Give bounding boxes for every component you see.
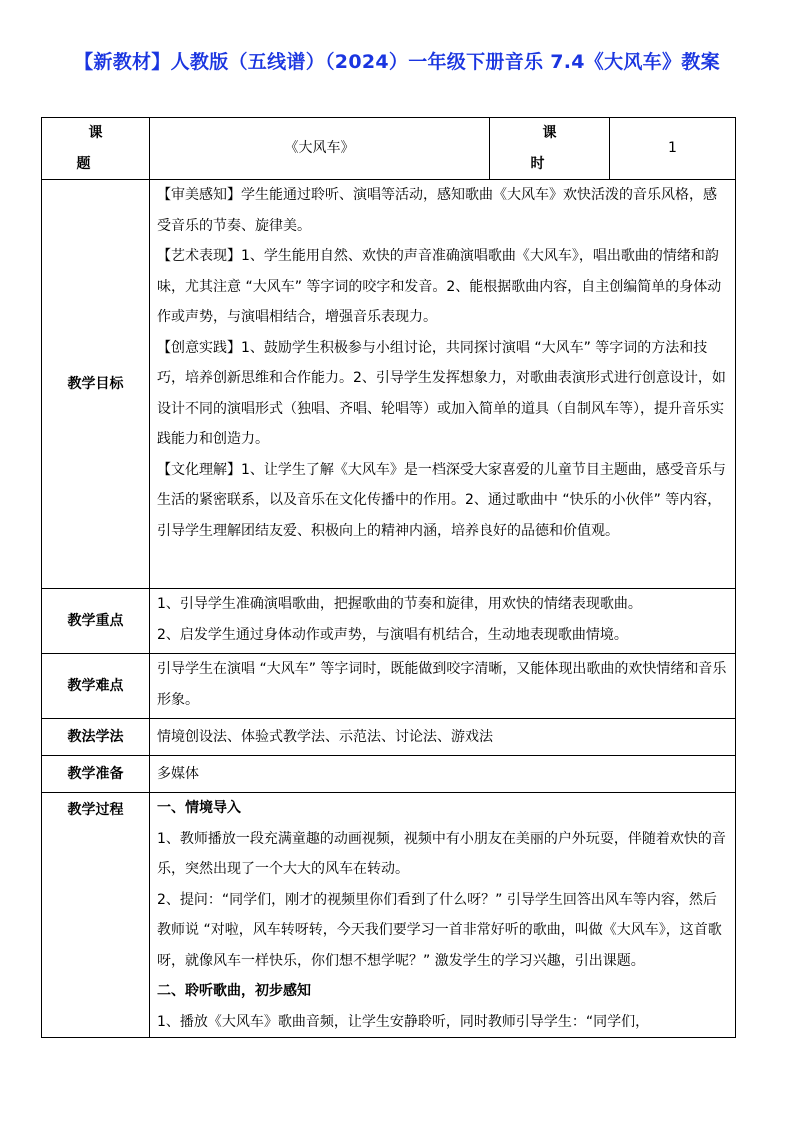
process-content [150, 793, 736, 1038]
methods-label: 教法学法 [42, 719, 150, 756]
document-title: 【新教材】人教版（五线谱）（2024）一年级下册音乐 7.4《大风车》教案 [74, 51, 720, 73]
process-row [42, 793, 736, 1038]
key-points-content [150, 589, 736, 654]
methods-row [42, 719, 736, 756]
header-row [42, 118, 736, 180]
preparation-text: 多媒体 [157, 765, 199, 782]
difficulties-content [150, 654, 736, 719]
section-1-paragraph-2: 2、提问：“同学们，刚才的视频里你们看到了什么呀？” 引导学生回答出风车等内容，然后教师说 “对啦，风车转呀转，今天我们要学习一首非常好听的歌曲，叫做《大风车》，这首歌呀，就像风车一样快乐，你们想不想学呢？” 激发学生的学习兴趣，引出课题。 [157, 891, 722, 969]
section-1-paragraph-1: 1、教师播放一段充满童趣的动画视频，视频中有小朋友在美丽的户外玩耍，伴随着欢快的音乐，突然出现了一个大大的风车在转动。 [157, 830, 726, 877]
preparation-label: 教学准备 [42, 756, 150, 793]
section-2-paragraph-1: 1、播放《大风车》歌曲音频，让学生安静聆听，同时教师引导学生：“同学们， [157, 1013, 650, 1030]
key-point-2: 2、启发学生通过身体动作或声势，与演唱有机结合，生动地表现歌曲情境。 [157, 626, 628, 643]
methods-content [150, 719, 736, 756]
topic-label: 课 题 [42, 118, 150, 180]
section-2-title: 二、聆听歌曲，初步感知 [157, 983, 311, 999]
methods-text: 情境创设法、体验式教学法、示范法、讨论法、游戏法 [157, 728, 493, 745]
objective-culture: 【文化理解】1、让学生了解《大风车》是一档深受大家喜爱的儿童节目主题曲，感受音乐与生活的紧密联系，以及音乐在文化传播中的作用。2、通过歌曲中 “快乐的小伙伴” 等内容，引导学生理解团结友爱、积极向上的精神内涵，培养良好的品德和价值观。 [157, 461, 726, 539]
section-1-title: 一、情境导入 [157, 800, 241, 816]
preparation-content [150, 756, 736, 793]
lesson-plan-table [41, 117, 736, 1038]
key-points-row [42, 589, 736, 654]
objective-performance: 【艺术表现】1、学生能用自然、欢快的声音准确演唱歌曲《大风车》，唱出歌曲的情绪和韵味，尤其注意 “大风车” 等字词的咬字和发音。2、能根据歌曲内容，自主创编简单的身体动作或声势，与演唱相结合，增强音乐表现力。 [157, 248, 722, 325]
difficulties-label: 教学难点 [42, 654, 150, 719]
difficulties-row [42, 654, 736, 719]
period-label: 课 时 [490, 118, 610, 180]
objective-aesthetic: 【审美感知】学生能通过聆听、演唱等活动，感知歌曲《大风车》欢快活泼的音乐风格，感受音乐的节奏、旋律美。 [157, 187, 717, 234]
difficulties-text: 引导学生在演唱 “大风车” 等字词时，既能做到咬字清晰，又能体现出歌曲的欢快情绪和音乐形象。 [157, 661, 727, 708]
objectives-label: 教学目标 [42, 180, 150, 589]
preparation-row [42, 756, 736, 793]
objectives-content [150, 180, 736, 589]
process-label: 教学过程 [42, 793, 150, 1038]
key-point-1: 1、引导学生准确演唱歌曲，把握歌曲的节奏和旋律，用欢快的情绪表现歌曲。 [157, 596, 642, 612]
topic-value: 《大风车》 [150, 118, 490, 180]
period-value: 1 [610, 118, 736, 180]
objective-creative: 【创意实践】1、鼓励学生积极参与小组讨论，共同探讨演唱 “大风车” 等字词的方法和技巧，培养创新思维和合作能力。2、引导学生发挥想象力，对歌曲表演形式进行创意设计，如设计不同的演唱形式（独唱、齐唱、轮唱等）或加入简单的道具（自制风车等），提升音乐实践能力和创造力。 [157, 339, 726, 447]
objectives-row [42, 180, 736, 589]
key-points-label: 教学重点 [42, 589, 150, 654]
